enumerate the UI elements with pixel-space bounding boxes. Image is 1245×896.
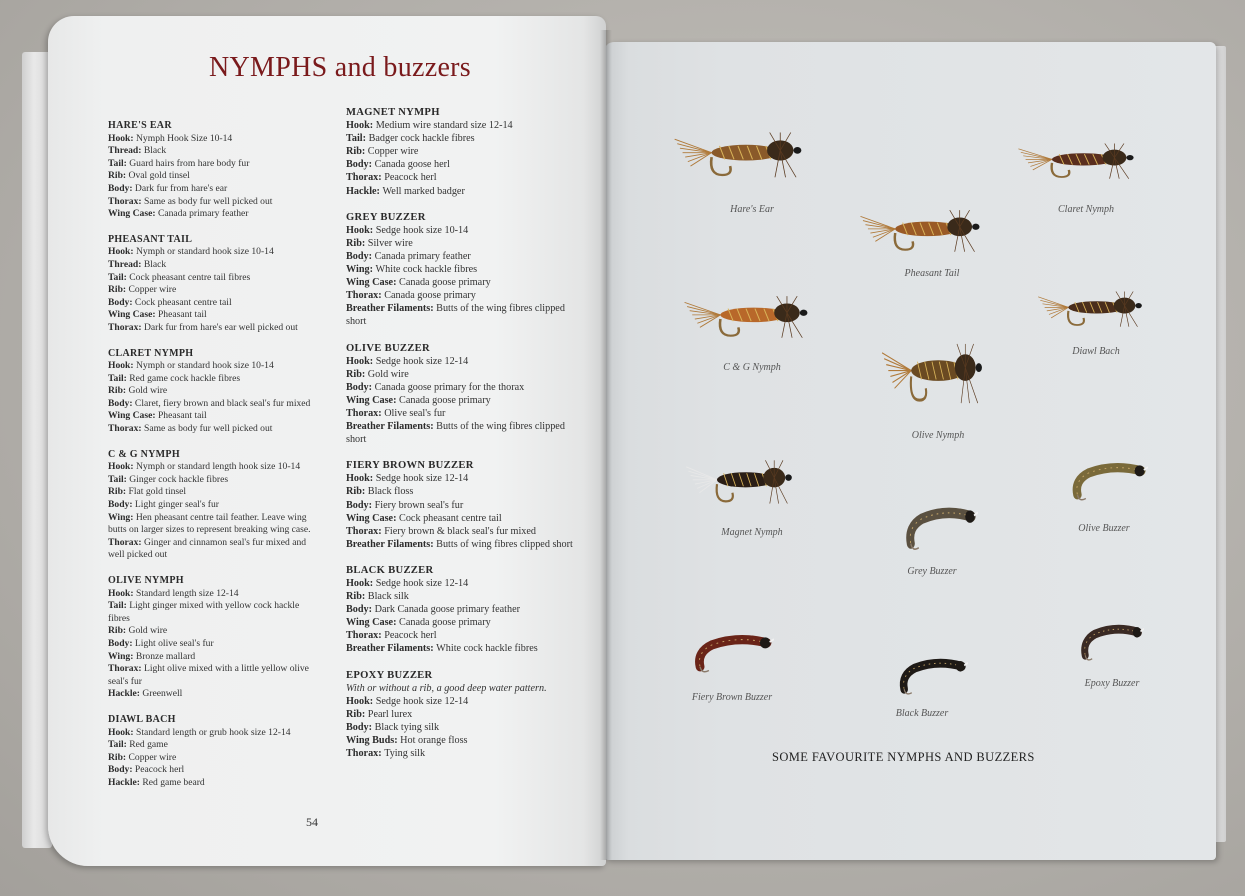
recipe-line-value: Dark Canada goose primary feather <box>374 604 520 616</box>
recipe-line <box>108 625 318 638</box>
recipe-line-value: Sedge hook size 12-14 <box>375 695 469 707</box>
recipe-line-value: Canada goose primary <box>399 394 491 406</box>
recipe-title: C & G NYMPH <box>108 448 180 460</box>
left-text-column <box>108 120 318 803</box>
recipe-line-key: Breather Filaments: <box>346 421 437 433</box>
recipe-title: MAGNET NYMPH <box>346 107 440 118</box>
recipe-line <box>346 368 578 381</box>
recipe-line <box>346 642 578 655</box>
recipe-line-key: Rib: <box>108 486 129 498</box>
recipe-line <box>346 250 578 263</box>
recipe-line-key: Thorax: <box>346 748 385 760</box>
recipe-line-key: Wing Case: <box>346 277 400 289</box>
recipe-line <box>346 237 578 250</box>
recipe-line-value: Gold wire <box>128 625 168 637</box>
recipe-line-key: Thorax: <box>108 423 144 435</box>
recipe-line-key: Wing Case: <box>346 617 400 629</box>
recipe-line-key: Breather Filaments: <box>346 538 437 550</box>
recipe-line-key: Hook: <box>108 726 136 738</box>
recipe-line <box>346 381 578 394</box>
recipe-line-key: Rib: <box>346 486 368 498</box>
right-text-column <box>346 106 578 773</box>
recipe-line-key: Body: <box>108 499 135 511</box>
recipe-line <box>108 410 318 423</box>
recipe-line-value: Bronze mallard <box>135 650 196 662</box>
recipe-line-value: Cock pheasant centre tail <box>399 512 502 524</box>
recipe-line-value: Medium wire standard size 12-14 <box>375 120 513 132</box>
fly-caption: Olive Nymph <box>911 430 965 441</box>
recipe-line-value: Cock pheasant centre tail <box>134 296 232 308</box>
recipe-line-value: Dark fur from hare's ear well picked out <box>143 321 298 333</box>
recipe-line-key: Hook: <box>346 473 376 485</box>
recipe-line-value: Claret, fiery brown and black seal's fur mixed <box>134 397 311 409</box>
recipe-line <box>108 385 318 398</box>
recipe-line <box>346 276 578 289</box>
recipe-line-value: Badger cock hackle fibres <box>368 133 475 145</box>
fly-caption: Claret Nymph <box>1057 204 1115 215</box>
fly-caption: Pheasant Tail <box>904 268 960 279</box>
recipe-line-value: Light olive seal's fur <box>134 637 214 649</box>
recipe-line-value: Same as body fur well picked out <box>143 423 273 435</box>
recipe-line <box>108 474 318 487</box>
recipe-line-value: Canada goose primary <box>399 277 491 289</box>
recipe-line <box>346 616 578 629</box>
recipe-line-key: Tail: <box>108 739 130 751</box>
recipe-line-value: Tying silk <box>384 748 426 760</box>
recipe-line-key: Tail: <box>108 157 130 169</box>
recipe-line-key: Hook: <box>346 355 376 367</box>
recipe-line-key: Body: <box>346 381 375 393</box>
recipe-line <box>108 688 318 701</box>
recipe-line <box>346 708 578 721</box>
fly-photo <box>672 128 804 184</box>
fly-photo <box>892 654 968 698</box>
recipe-line-value: Ginger cock hackle fibres <box>129 473 229 485</box>
recipe-entry <box>346 211 578 329</box>
recipe-title: PHEASANT TAIL <box>108 233 193 245</box>
recipe-line-key: Rib: <box>108 170 129 182</box>
recipe-line <box>346 420 578 446</box>
recipe-entry <box>346 106 578 198</box>
recipe-line-key: Thorax: <box>346 172 385 184</box>
recipe-line <box>346 629 578 642</box>
recipe-title: BLACK BUZZER <box>346 564 434 576</box>
recipe-line-value: Olive seal's fur <box>384 407 446 419</box>
page-title: NYMPHS and buzzers <box>208 52 472 83</box>
recipe-line <box>346 145 578 158</box>
recipe-line-value: Pheasant tail <box>157 410 207 422</box>
recipe-line-value: Red game beard <box>142 776 205 788</box>
recipe-line-key: Wing Case: <box>108 410 158 422</box>
recipe-line-key: Rib: <box>108 284 129 296</box>
recipe-title: CLARET NYMPH <box>108 347 194 359</box>
recipe-line <box>108 588 318 601</box>
recipe-line-value: Black tying silk <box>374 721 440 733</box>
recipe-line <box>346 185 578 198</box>
recipe-line <box>346 171 578 184</box>
recipe-line <box>346 695 578 708</box>
plate-caption: SOME FAVOURITE NYMPHS AND BUZZERS <box>772 750 1035 764</box>
recipe-line-value: Silver wire <box>367 237 413 249</box>
recipe-line <box>108 259 318 272</box>
recipe-line <box>108 272 318 285</box>
recipe-line-value: White cock hackle fibres <box>375 264 478 276</box>
recipe-line <box>108 133 318 146</box>
recipe-line-key: Wing Case: <box>346 394 400 406</box>
recipe-line-key: Body: <box>108 397 135 409</box>
recipe-line-value: Hen pheasant centre tail feather. Leave wing butts on larger sizes to represent breaking wing case. <box>108 511 311 536</box>
book-gutter <box>600 30 612 860</box>
recipe-line <box>108 777 318 790</box>
recipe-line-value: Peacock herl <box>134 764 185 776</box>
recipe-line-key: Hook: <box>108 246 136 258</box>
fly-caption: Fiery Brown Buzzer <box>691 692 773 703</box>
recipe-line <box>346 158 578 171</box>
recipe-line-key: Body: <box>108 296 135 308</box>
recipe-entry <box>108 234 318 335</box>
fly-caption: Diawl Bach <box>1072 346 1120 357</box>
recipe-line <box>108 600 318 625</box>
recipe-line-key: Hook: <box>108 587 136 599</box>
recipe-line-key: Hackle: <box>346 185 383 197</box>
recipe-line-key: Hook: <box>108 461 136 473</box>
recipe-line-key: Rib: <box>346 708 368 720</box>
recipe-line-key: Thorax: <box>108 536 144 548</box>
recipe-line-value: Oval gold tinsel <box>128 170 190 182</box>
recipe-line-key: Rib: <box>108 625 129 637</box>
recipe-line <box>346 734 578 747</box>
recipe-line-value: Copper wire <box>128 751 177 763</box>
recipe-line-key: Hook: <box>108 360 136 372</box>
recipe-line-value: Pheasant tail <box>157 309 207 321</box>
recipe-line <box>346 263 578 276</box>
recipe-line-key: Thorax: <box>346 630 385 642</box>
recipe-line <box>108 183 318 196</box>
recipe-line-value: Copper wire <box>367 146 419 158</box>
recipe-line-value: Greenwell <box>142 688 183 700</box>
recipe-line-key: Wing Case: <box>108 208 158 220</box>
recipe-line-value: Gold wire <box>367 368 409 380</box>
recipe-line-value: Nymph or standard length hook size 10-14 <box>136 461 301 473</box>
recipe-line-key: Thorax: <box>108 195 144 207</box>
recipe-title: DIAWL BACH <box>108 713 176 725</box>
recipe-line-key: Thorax: <box>346 407 385 419</box>
recipe-line-value: Light ginger seal's fur <box>134 499 219 511</box>
recipe-line <box>346 538 578 551</box>
fly-photo <box>686 630 774 676</box>
recipe-line-key: Tail: <box>346 133 369 145</box>
recipe-entry <box>108 449 318 562</box>
recipe-line <box>346 289 578 302</box>
recipe-line-key: Body: <box>108 764 135 776</box>
fly-photo <box>684 456 794 510</box>
recipe-line-value: Copper wire <box>128 284 177 296</box>
recipe-line-value: Dark fur from hare's ear <box>134 182 228 194</box>
recipe-line <box>346 603 578 616</box>
recipe-line <box>108 537 318 562</box>
recipe-line-value: Light ginger mixed with yellow cock hackle fibres <box>108 600 300 624</box>
recipe-line-key: Thorax: <box>346 290 385 302</box>
recipe-line-key: Wing: <box>346 264 376 276</box>
recipe-line-value: Black <box>143 145 167 157</box>
recipe-line <box>346 721 578 734</box>
recipe-line <box>108 461 318 474</box>
recipe-line-key: Wing Case: <box>108 309 158 321</box>
recipe-line-value: Canada goose herl <box>374 159 450 171</box>
recipe-line-key: Hook: <box>346 224 376 236</box>
recipe-line-value: Black floss <box>367 486 414 498</box>
recipe-line-key: Body: <box>346 721 375 733</box>
recipe-line-value: Nymph or standard hook size 10-14 <box>136 360 274 372</box>
recipe-line <box>108 512 318 537</box>
recipe-line-value: Standard length or grub hook size 12-14 <box>136 726 291 738</box>
recipe-line-value: Butts of the wing fibres clipped short <box>346 421 565 446</box>
recipe-line-key: Hook: <box>346 120 376 132</box>
recipe-line-value: Butts of the wing fibres clipped short <box>346 303 565 328</box>
recipe-entry <box>346 669 578 761</box>
fly-caption: Olive Buzzer <box>1078 523 1130 534</box>
fly-photo <box>1064 458 1148 504</box>
recipe-line-value: Same as body fur well picked out <box>143 195 273 207</box>
recipe-entry <box>108 348 318 436</box>
recipe-entry <box>108 120 318 221</box>
recipe-line-key: Hackle: <box>108 688 143 700</box>
fly-photo <box>898 502 978 554</box>
recipe-line-value: Nymph Hook Size 10-14 <box>136 132 233 144</box>
recipe-line-value: Sedge hook size 12-14 <box>375 578 469 589</box>
fly-caption: Epoxy Buzzer <box>1084 678 1140 689</box>
recipe-line-value: Gold wire <box>128 385 168 397</box>
fly-photo <box>858 206 982 258</box>
page-number: 54 <box>306 815 318 829</box>
fly-photo <box>682 292 810 344</box>
recipe-line-key: Breather Filaments: <box>346 303 437 315</box>
recipe-line <box>346 472 578 485</box>
recipe-line-key: Tail: <box>108 372 130 384</box>
recipe-line-value: Peacock herl <box>384 172 437 184</box>
recipe-line <box>108 752 318 765</box>
recipe-line-key: Wing: <box>108 511 136 523</box>
recipe-line <box>108 499 318 512</box>
recipe-entry <box>108 575 318 701</box>
recipe-line <box>108 309 318 322</box>
recipe-line-value: Canada goose primary <box>399 617 491 629</box>
recipe-title: EPOXY BUZZER <box>346 669 433 681</box>
recipe-title: OLIVE NYMPH <box>108 575 184 586</box>
recipe-line <box>108 486 318 499</box>
recipe-line-value: White cock hackle fibres <box>436 643 538 655</box>
recipe-line <box>346 577 578 590</box>
recipe-line <box>346 747 578 760</box>
recipe-line-value: Light olive mixed with a little yellow olive seal's fur <box>108 663 309 687</box>
recipe-line <box>346 355 578 368</box>
recipe-entry <box>346 342 578 447</box>
recipe-line <box>108 360 318 373</box>
recipe-line <box>108 158 318 171</box>
recipe-line-key: Wing: <box>108 650 136 662</box>
recipe-line-value: Canada goose primary <box>384 290 476 302</box>
recipe-title: GREY BUZZER <box>346 211 426 223</box>
recipe-line <box>108 651 318 664</box>
recipe-line-key: Rib: <box>346 591 368 603</box>
recipe-title: OLIVE BUZZER <box>346 342 430 354</box>
recipe-line <box>108 398 318 411</box>
recipe-line <box>108 246 318 259</box>
recipe-line-value: Canada primary feather <box>157 208 249 220</box>
recipe-line-key: Breather Filaments: <box>346 643 437 655</box>
recipe-line-value: Cock pheasant centre tail fibres <box>129 271 251 283</box>
recipe-entry <box>108 714 318 790</box>
recipe-line <box>108 663 318 688</box>
recipe-line-value: Black <box>143 258 167 270</box>
recipe-line-key: Hook: <box>108 132 136 144</box>
recipe-line-key: Wing Case: <box>346 512 400 524</box>
recipe-line-key: Hook: <box>346 695 376 707</box>
recipe-line <box>108 170 318 183</box>
fly-caption: Grey Buzzer <box>907 566 957 577</box>
recipe-line <box>108 727 318 740</box>
recipe-line-key: Tail: <box>108 600 130 612</box>
recipe-line-value: Pearl lurex <box>367 708 413 720</box>
fly-caption: Black Buzzer <box>895 708 949 719</box>
recipe-line-key: Rib: <box>346 146 368 158</box>
recipe-line <box>108 297 318 310</box>
recipe-line-key: Tail: <box>108 473 130 485</box>
recipe-line-value: Guard hairs from hare body fur <box>129 157 250 169</box>
recipe-line-value: Peacock herl <box>384 630 437 642</box>
recipe-line-value: Nymph or standard hook size 10-14 <box>136 246 274 258</box>
recipe-line <box>108 145 318 158</box>
recipe-line <box>346 302 578 328</box>
recipe-line-key: Rib: <box>108 385 129 397</box>
recipe-line-value: Flat gold tinsel <box>128 486 187 498</box>
fly-photo <box>880 338 984 412</box>
recipe-line <box>108 373 318 386</box>
recipe-line-key: Thorax: <box>346 525 385 537</box>
recipe-line <box>108 764 318 777</box>
recipe-line-value: Canada primary feather <box>374 250 471 262</box>
recipe-line <box>346 525 578 538</box>
recipe-line-value: Standard length size 12-14 <box>136 587 239 599</box>
recipe-line-value: Well marked badger <box>382 185 465 197</box>
recipe-line-key: Tail: <box>108 271 130 283</box>
recipe-line-key: Wing Buds: <box>346 735 401 747</box>
recipe-line-value: Sedge hook size 10-14 <box>375 224 469 236</box>
recipe-line <box>346 119 578 132</box>
recipe-line-key: Hackle: <box>108 776 143 788</box>
recipe-line-key: Hook: <box>346 578 376 589</box>
recipe-line <box>108 284 318 297</box>
recipe-line <box>108 739 318 752</box>
recipe-line <box>346 499 578 512</box>
recipe-line-key: Thread: <box>108 145 144 157</box>
recipe-note: With or without a rib, a good deep water pattern. <box>346 682 547 694</box>
recipe-line <box>108 196 318 209</box>
recipe-line-key: Body: <box>346 159 375 171</box>
recipe-line-value: Red game cock hackle fibres <box>129 372 241 384</box>
recipe-line-value: Canada goose primary for the thorax <box>374 381 525 393</box>
recipe-line-value: Hot orange floss <box>400 735 468 747</box>
fly-photo <box>1016 140 1136 184</box>
recipe-line-key: Body: <box>346 250 375 262</box>
recipe-line <box>346 132 578 145</box>
recipe-line <box>108 638 318 651</box>
recipe-line-key: Rib: <box>346 237 368 249</box>
recipe-line-key: Thorax: <box>108 321 144 333</box>
recipe-line-value: Butts of wing fibres clipped short <box>436 538 573 550</box>
recipe-entry <box>346 564 578 656</box>
recipe-line <box>346 590 578 603</box>
fly-photo <box>1036 288 1144 332</box>
recipe-line-value: Fiery brown & black seal's fur mixed <box>384 525 536 537</box>
recipe-line-value: Fiery brown seal's fur <box>374 499 464 511</box>
recipe-entry <box>346 459 578 551</box>
recipe-line <box>346 512 578 525</box>
recipe-line-key: Body: <box>108 637 135 649</box>
recipe-line <box>346 224 578 237</box>
recipe-line <box>108 208 318 221</box>
recipe-line-value: Ginger and cinnamon seal's fur mixed and well picked out <box>108 536 307 561</box>
recipe-line <box>108 423 318 436</box>
recipe-title: FIERY BROWN BUZZER <box>346 460 474 472</box>
fly-caption: Magnet Nymph <box>721 527 783 538</box>
recipe-line-key: Body: <box>346 499 375 511</box>
recipe-line-value: Sedge hook size 12-14 <box>375 473 469 485</box>
fly-photo <box>1074 620 1144 664</box>
recipe-line <box>108 322 318 335</box>
fly-caption: C & G Nymph <box>723 362 781 373</box>
recipe-line-key: Rib: <box>346 368 368 380</box>
recipe-line-value: Black silk <box>367 591 409 603</box>
fly-caption: Hare's Ear <box>730 204 774 215</box>
recipe-line <box>346 407 578 420</box>
recipe-line-key: Thread: <box>108 258 144 270</box>
recipe-line-value: Sedge hook size 12-14 <box>375 355 469 367</box>
recipe-line-value: Red game <box>129 739 168 751</box>
recipe-title: HARE'S EAR <box>108 120 172 131</box>
recipe-line <box>346 485 578 498</box>
recipe-line-key: Rib: <box>108 751 129 763</box>
recipe-line-key: Body: <box>108 182 135 194</box>
recipe-line <box>346 394 578 407</box>
recipe-line-key: Body: <box>346 604 375 616</box>
recipe-line-key: Thorax: <box>108 663 144 675</box>
